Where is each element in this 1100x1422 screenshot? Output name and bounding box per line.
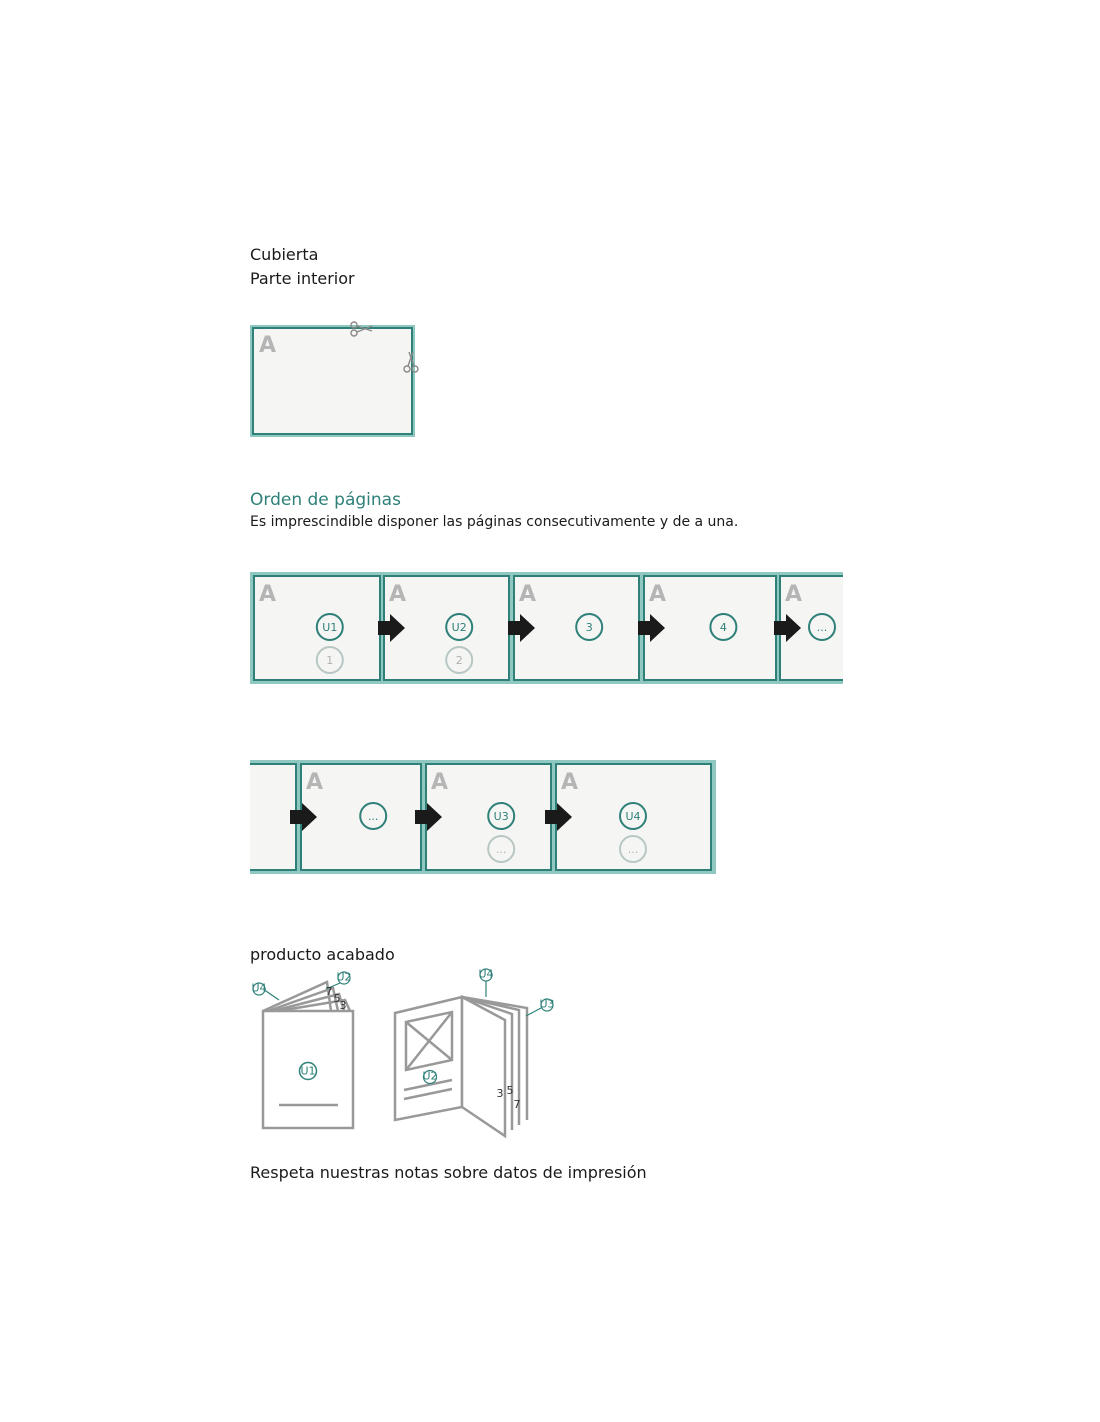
page-letter: A — [306, 770, 324, 795]
page-order-description: Es imprescindible disponer las páginas consecutivamente y de a una. — [250, 514, 739, 530]
svg-text:U4: U4 — [251, 981, 267, 995]
svg-text:U4: U4 — [478, 967, 494, 981]
open-booklet-illustration — [395, 981, 541, 1136]
page-letter: A — [259, 582, 277, 607]
svg-text:5: 5 — [333, 992, 341, 1005]
page-panel — [555, 763, 712, 871]
cover-label: Cubierta — [250, 245, 319, 264]
page-panel — [253, 575, 381, 681]
svg-text:U2: U2 — [422, 1069, 438, 1083]
svg-text:U1: U1 — [300, 1064, 316, 1078]
page-letter: A — [785, 582, 803, 607]
page-panel — [425, 763, 552, 871]
svg-text:U2: U2 — [336, 970, 352, 984]
print-notes-label: Respeta nuestras notas sobre datos de impresión — [250, 1163, 647, 1182]
page-number-circle-label: U1 — [322, 621, 338, 634]
page-sequence-row-1 — [250, 572, 843, 684]
single-page-sheet — [250, 322, 418, 437]
page-letter: A — [431, 770, 449, 795]
page-order-title: Orden de páginas — [250, 490, 401, 510]
svg-text:U3: U3 — [539, 997, 555, 1011]
page-panel — [300, 763, 422, 871]
page-number-circle-label: ... — [367, 810, 379, 823]
page-number-circle-label: U2 — [451, 621, 467, 634]
page-panel — [250, 763, 297, 871]
page-number-circle-label: U3 — [493, 810, 509, 823]
svg-text:3: 3 — [496, 1087, 504, 1100]
secondary-page-circle-label: ... — [627, 843, 639, 856]
svg-text:3: 3 — [339, 999, 347, 1012]
secondary-page-circle-label: ... — [495, 843, 507, 856]
secondary-page-circle-label: 2 — [455, 654, 463, 667]
interior-label: Parte interior — [250, 269, 355, 288]
page-letter: A — [649, 582, 667, 607]
page-sequence-row-2 — [250, 760, 716, 874]
svg-text:7: 7 — [513, 1098, 521, 1111]
page-letter: A — [519, 582, 537, 607]
svg-text:5: 5 — [506, 1084, 514, 1097]
svg-text:7: 7 — [325, 985, 333, 998]
page-number-circle-label: 3 — [585, 621, 593, 634]
secondary-page-circle-label: 1 — [326, 654, 334, 667]
page-number-circle-label: U4 — [625, 810, 641, 823]
page-letter: A — [561, 770, 579, 795]
page-letter: A — [389, 582, 407, 607]
page-number-circle-label: 4 — [719, 621, 727, 634]
page-number-circle-label: ... — [816, 621, 828, 634]
finished-product-label: producto acabado — [250, 945, 395, 964]
page-letter: A — [259, 333, 277, 358]
